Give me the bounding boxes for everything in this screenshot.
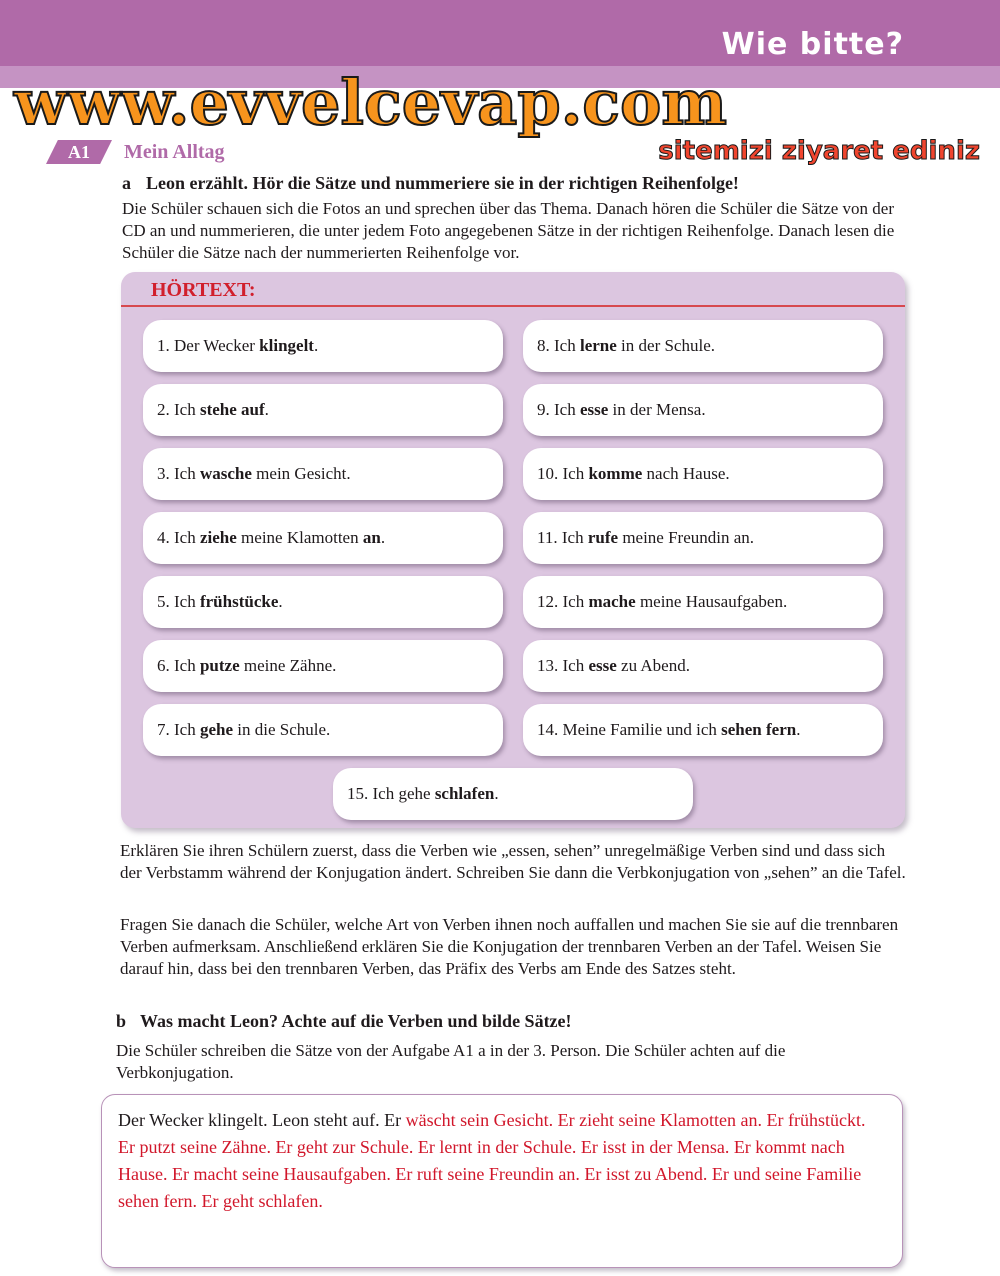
sentence-verb: stehe auf (199, 400, 265, 419)
sentence-end: . (332, 656, 337, 675)
sentence-text: Ich (561, 528, 588, 547)
sentence-rest: in der Mensa (608, 400, 702, 419)
hoertext-sentence (523, 320, 883, 372)
sentence-number: 14. (537, 720, 563, 739)
sentence-text: Der Wecker (174, 336, 260, 355)
sentence-text: Ich (562, 656, 589, 675)
watermark-site: www.evvelcevap.com (14, 66, 727, 139)
sentence-verb: esse (588, 656, 617, 675)
hoertext-sentence (523, 576, 883, 628)
hoertext-sentence (523, 448, 883, 500)
sentence-verb: wasche (199, 464, 252, 483)
sentence-end: . (380, 528, 386, 547)
hoertext-sentence (523, 512, 883, 564)
sentence-number: 12. (537, 592, 563, 611)
sentence-number: 13. (537, 656, 563, 675)
sentence-verb: klingelt (259, 336, 314, 355)
sentence-end: . (782, 592, 788, 611)
sentence-rest: nach Hause (642, 464, 726, 483)
sentence-number: 15. (347, 784, 373, 803)
sentence-end: . (494, 784, 499, 803)
sentence-end: . (725, 464, 730, 483)
sentence-end: . (749, 528, 755, 547)
sentence-number: 5. (157, 592, 174, 611)
sentence-text: Ich (174, 720, 200, 739)
hoertext-sentence (523, 384, 883, 436)
watermark-tagline: sitemizi ziyaret ediniz (658, 136, 980, 166)
answer-solution-text: wäscht sein Gesicht. Er zieht seine Klamotten an. Er frühstückt. Er putzt seine Zähne. Er geht zur Schule. Er lernt in der Schule. Er isst in der Mensa. Er kommt nach Hause. Er macht seine Hausaufgaben. Er ruft seine Freundin an. Er isst zu Abend. Er und seine Familie sehen fern. Er geht schlafen. (118, 1110, 866, 1211)
sentence-rest: mein Gesicht (251, 464, 347, 483)
sentence-verb: gehe (199, 720, 234, 739)
hoertext-divider (121, 305, 905, 307)
task-b-heading (116, 1010, 916, 1032)
sentence-rest: meine Hausaufgaben (635, 592, 783, 611)
sentence-verb: putze (199, 656, 240, 675)
sentence-text: Ich (174, 400, 200, 419)
sentence-end: . (278, 592, 283, 611)
sentence-verb: schlafen (434, 784, 495, 803)
sentence-end: . (701, 400, 706, 419)
sentence-text: Ich (174, 464, 200, 483)
sentence-verb: esse (579, 400, 609, 419)
sentence-verb: komme (588, 464, 643, 483)
sentence-number: 2. (157, 400, 174, 419)
sentence-number: 7. (157, 720, 174, 739)
hoertext-sentence (523, 640, 883, 692)
sentence-end: . (264, 400, 269, 419)
hoertext-sentence (143, 704, 503, 756)
hoertext-sentence (143, 512, 503, 564)
task-a-intro: Die Schüler schauen sich die Fotos an und sprechen über das Thema. Danach hören die Schüler die Sätze von der CD an und nummerieren, die unter jedem Foto angegebenen Sätze in der richtigen Reihenfolge. Danach lesen die Schüler die Sätze nach der nummerierten Reihenfolge vor. (122, 199, 895, 262)
sentence-number: 10. (537, 464, 563, 483)
task-b-letter: b (116, 1011, 127, 1031)
sentence-number: 8. (537, 336, 554, 355)
sentence-text: Meine Familie und ich (562, 720, 722, 739)
task-b-intro: Die Schüler schreiben die Sätze von der Aufgabe A1 a in der 3. Person. Die Schüler achten auf die Verbkonjugation. (116, 1041, 786, 1082)
sentence-text: Ich (554, 336, 580, 355)
sentence-text: Ich (554, 400, 580, 419)
task-a-heading-text: Leon erzählt. Hör die Sätze und nummeriere sie in der richtigen Reihenfolge! (146, 173, 739, 193)
sentence-verb: rufe (587, 528, 619, 547)
sentence-number: 1. (157, 336, 174, 355)
explanation-paragraph-1: Erklären Sie ihren Schülern zuerst, dass die Verben wie „essen, sehen” unregelmäßige Verben sind und dass sich der Verbstamm während der Konjugation ändert. Schreiben Sie dann die Verbkonjugation von „sehen” an die Tafel. (120, 841, 906, 882)
series-title: Wie bitte? (721, 27, 904, 62)
sentence-rest: in die Schule (233, 720, 327, 739)
sentence-end: . (685, 656, 690, 675)
hoertext-box (121, 272, 905, 828)
sentence-verb: sehen fern (721, 720, 797, 739)
sentence-text: Ich gehe (372, 784, 435, 803)
sentence-rest: meine Zähne (239, 656, 333, 675)
task-b-heading-text: Was macht Leon? Achte auf die Verben und bilde Sätze! (140, 1011, 572, 1031)
sentence-prefix: an (358, 528, 381, 547)
task-a-heading (122, 172, 922, 194)
sentence-rest: zu Abend (616, 656, 686, 675)
sentence-number: 3. (157, 464, 174, 483)
section-title: Mein Alltag (124, 141, 225, 163)
sentence-rest: in der Schule (616, 336, 711, 355)
hoertext-sentence (143, 640, 503, 692)
hoertext-sentence (143, 384, 503, 436)
task-a-letter: a (122, 173, 131, 193)
sentence-number: 6. (157, 656, 174, 675)
sentence-text: Ich (174, 528, 200, 547)
sentence-text: Ich (562, 464, 589, 483)
hoertext-title: HÖRTEXT: (151, 279, 256, 301)
sentence-number: 11. (537, 528, 562, 547)
sentence-verb: lerne (579, 336, 617, 355)
sentence-text: Ich (174, 656, 200, 675)
hoertext-sentence (143, 320, 503, 372)
sentence-end: . (710, 336, 715, 355)
sentence-verb: mache (588, 592, 636, 611)
hoertext-sentence (523, 704, 883, 756)
answer-given-text: Der Wecker klingelt. Leon steht auf. Er (118, 1110, 406, 1130)
answer-box (101, 1094, 903, 1268)
hoertext-sentence (143, 576, 503, 628)
sentence-text: Ich (562, 592, 589, 611)
sentence-rest: meine Freundin an (618, 528, 750, 547)
explanation-paragraph-2: Fragen Sie danach die Schüler, welche Art von Verben ihnen noch auffallen und machen Sie sie auf die trennbaren Verben aufmerksam. Anschließend erklären Sie die Konjugation der trennbaren Verben an der Tafel. Weisen Sie darauf hin, dass bei den trennbaren Verben, das Präfix des Verbs am Ende des Satzes steht. (120, 915, 899, 978)
hoertext-sentence (143, 448, 503, 500)
sentence-end: . (313, 336, 319, 355)
section-tag-label: A1 (68, 142, 90, 162)
sentence-number: 9. (537, 400, 554, 419)
sentence-verb: frühstücke (199, 592, 279, 611)
sentence-end: . (796, 720, 801, 739)
hoertext-sentence (333, 768, 693, 820)
sentence-number: 4. (157, 528, 174, 547)
sentence-verb: ziehe (199, 528, 237, 547)
sentence-text: Ich (174, 592, 200, 611)
sentence-end: . (326, 720, 331, 739)
sentence-end: . (346, 464, 351, 483)
sentence-rest: meine Klamotten (236, 528, 359, 547)
